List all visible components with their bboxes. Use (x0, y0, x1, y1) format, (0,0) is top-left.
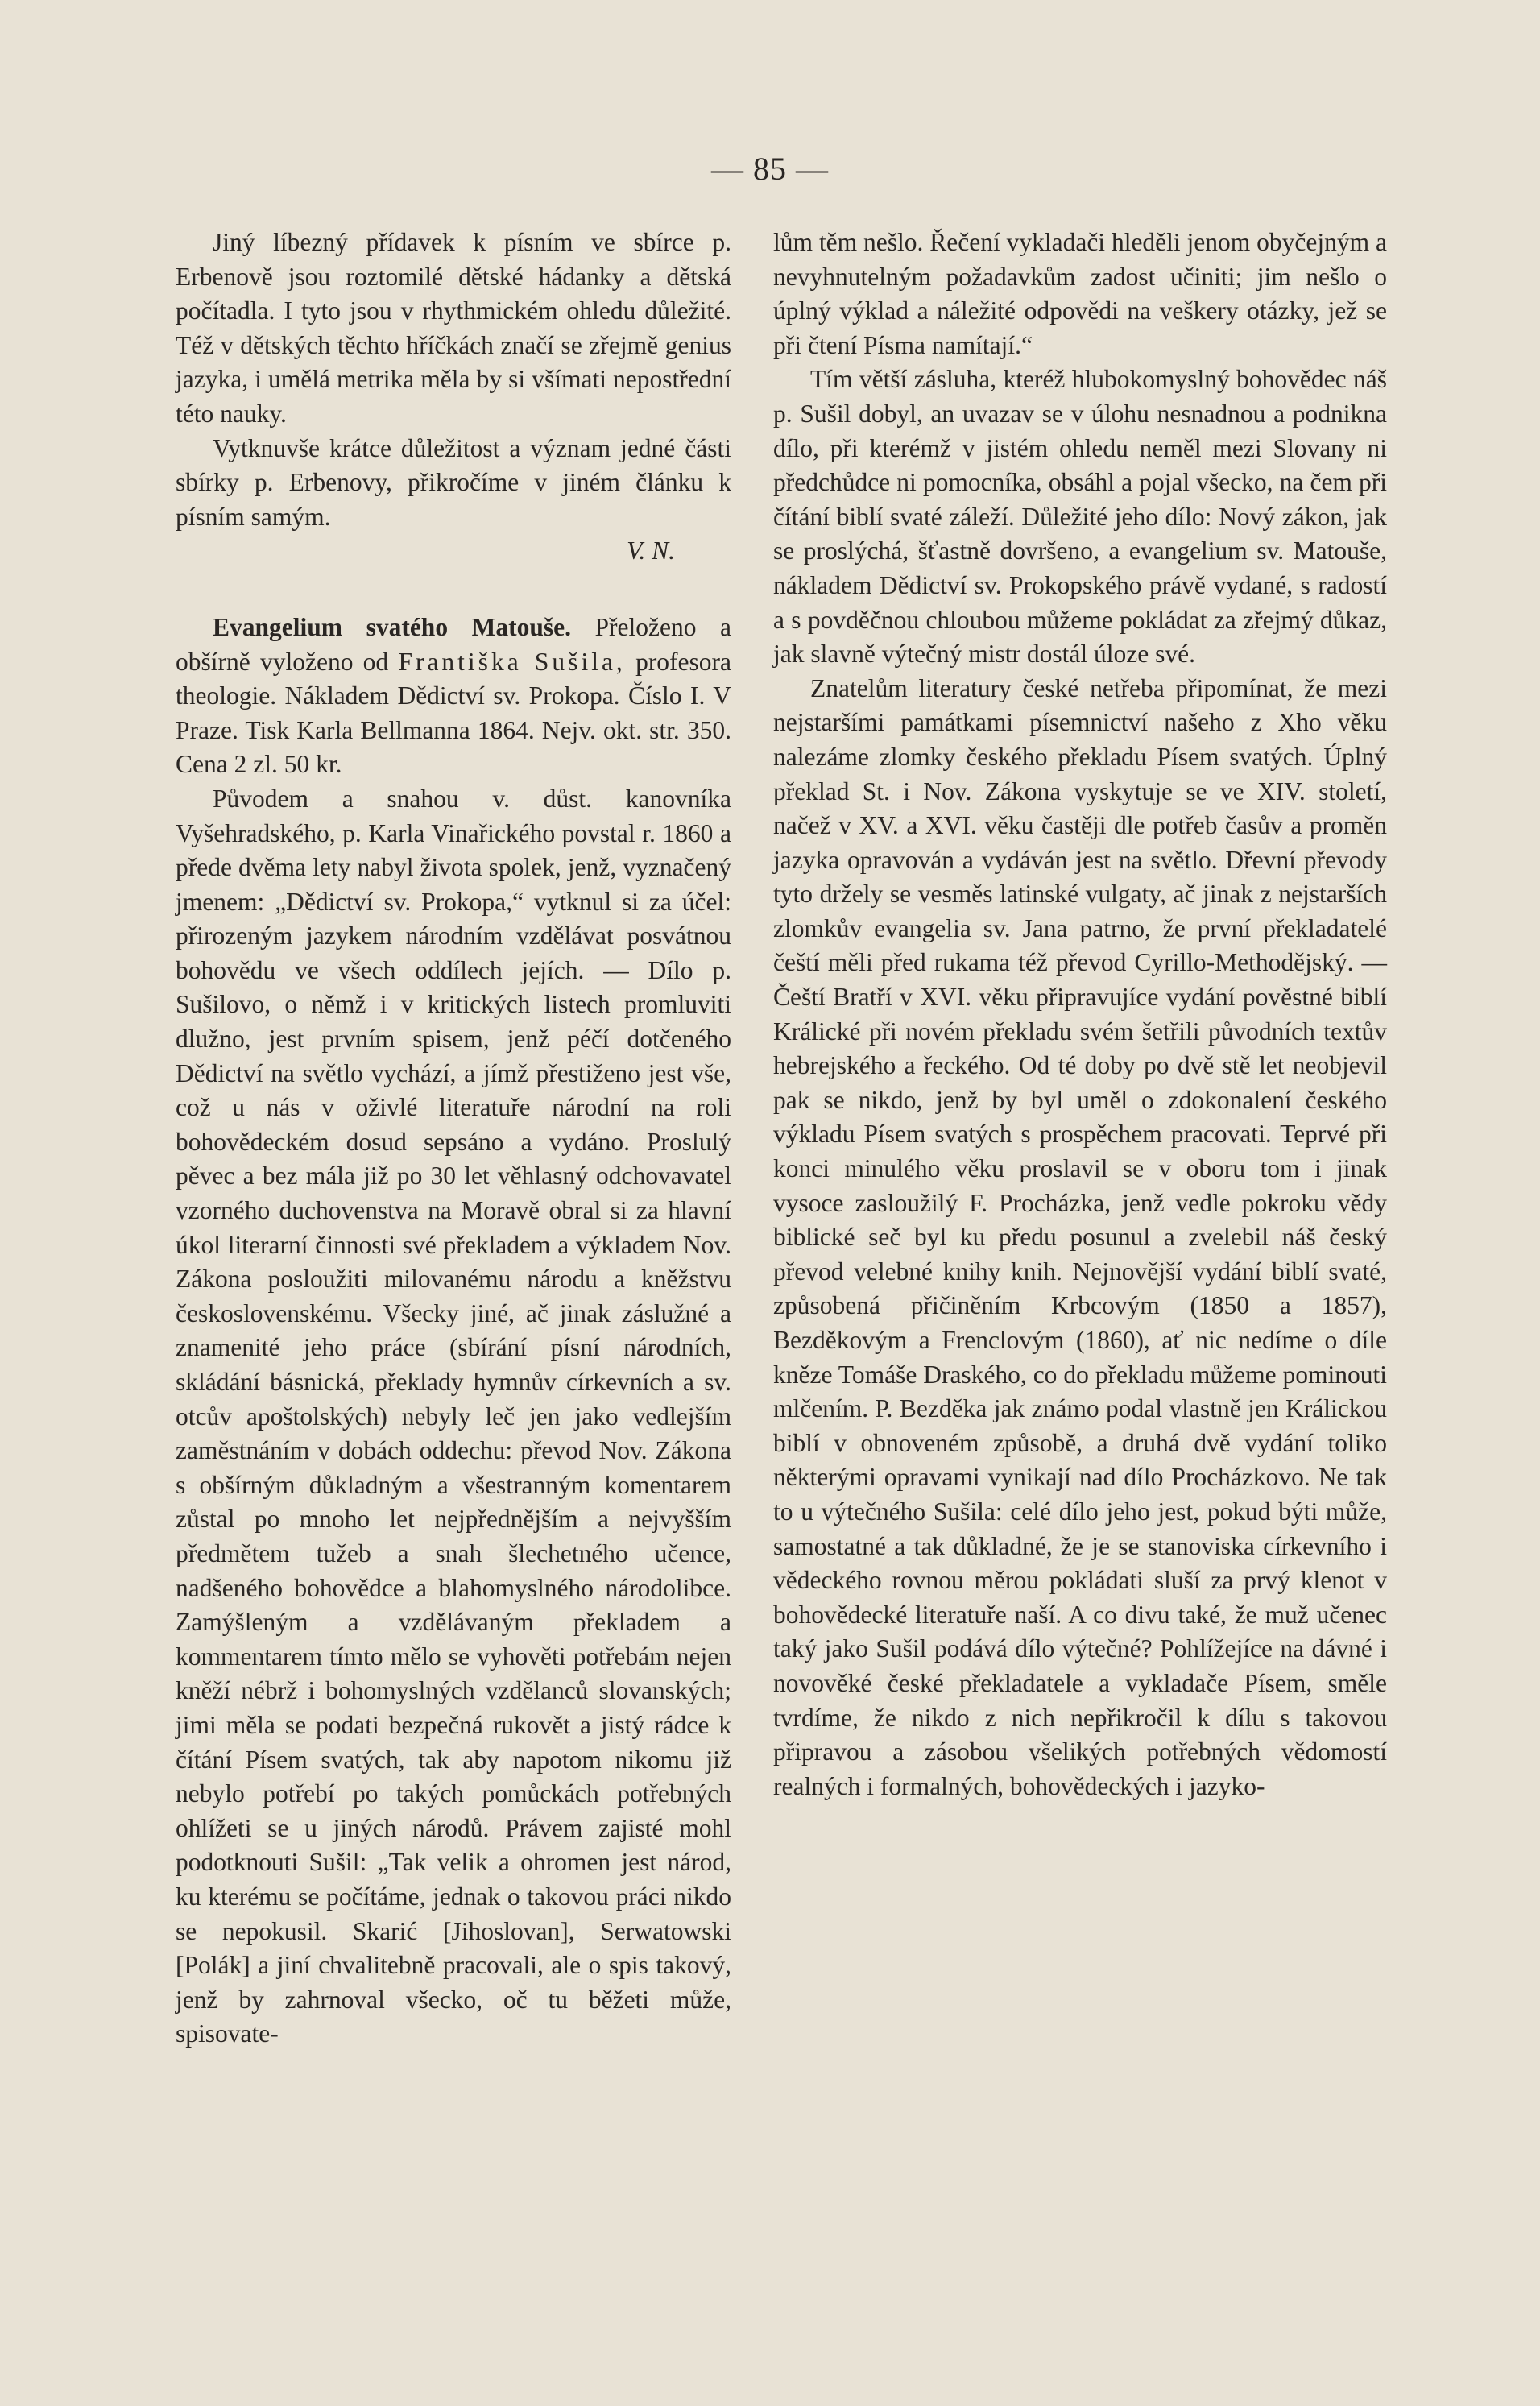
review-title: Evangelium svatého Matouše. (213, 612, 571, 641)
paragraph-continuation: lům těm nešlo. Řečení vykladači hleděli jenom obyčejným a nevyhnutelným požadavkům zadost učiniti; jim nešlo o úplný výklad a náležité odpovědi na veškery otázky, jež se při čtení Písma namítají.“ (773, 228, 1387, 359)
paragraph-closing-remark: Vytknuvše krátce důležitost a význam jedné části sbírky p. Erbenovy, přikročíme v jiném článku k písním samým. (176, 433, 731, 531)
paragraph-translation-history: Znatelům literatury české netřeba připomínat, že mezi nejstaršími památkami písemnictví našeho z Xho věku nalezáme zlomky českého překladu Písem svatých. Úplný překlad St. i Nov. Zákona vyskytuje se ve XIV. století, načež v XV. a XVI. věku častěji dle potřeb časův a proměn jazyka opravován a vydáván jest na světlo. Dřevní převody tyto držely se vesměs latinské vulgaty, ač jinak z nejstarších zlomkův evangelia sv. Jana patrno, že první překladatelé čeští měli před rukama též převod Cyrillo-Methodějský. — Čeští Bratří v XVI. věku připravujíce vydání pověstné biblí Králické při novém překladu svém šetřili původních textův hebrejského a řeckého. Od té doby po dvě stě let neobjevil pak se nikdo, jenž by byl uměl o zdokonalení českého výkladu Písem svatých s prospěchem pracovati. Teprvé při konci minulého věku proslavil se v oboru tom i jinak vysoce zasloužilý F. Procházka, jenž vedle pokroku vědy biblické seč byl ku předu posunul a zvelebil náš český převod velebné knihy knih. Nejnovější vydání biblí svaté, způsobená přičiněním Krbcovým (1850 a 1857), Bezděkovým a Frenclovým (1860), ať nic nedíme o díle kněze Tomáše Draského, co do překladu můžeme pominouti mlčením. P. Bezděka jak známo podal vlastně jen Králickou biblí v obnoveném způsobě, a druhá dvě vydání toliko některými opravami vynikají nad dílo Procházkovo. Ne tak to u výtečného Sušila: celé dílo jeho jest, pokud býti může, samostatné a tak důkladné, že je se stanoviska církevního i vědeckého rovnou měrou pokládati sluší za prvý klenot v bohovědecké literatuře naší. A co divu také, že muž učenec taký jako Sušil podává dílo výtečné? Pohlížejíce na dávné i novověké české překladatele a vykladače Písem, směle tvrdíme, že nikdo z nich nepřikročil k dílu s takovou připravou a zásobou všelikých potřebných vědomostí realných i formalných, bohovědeckých i jazyko- (773, 673, 1387, 1800)
paragraph-dedictvi-origin: Původem a snahou v. důst. kanovníka Vyšehradského, p. Karla Vinařického povstal r. 1860 a přede dvěma lety nabyl života spolek, jenž, vyznačený jmenem: „Dědictví sv. Prokopa,“ vytknul si za účel: přirozeným jazykem národním vzdělávat posvátnou bohovědu ve všech oddílech jejích. — Dílo p. Sušilovo, o němž i v kritických listech promluviti dlužno, jest prvním spisem, jenž péčí dotčeného Dědictví na světlo vychází, a jímž přestiženo jest vše, což u nás v oživlé literatuře národní na roli bohovědeckém dosud sepsáno a vydáno. Proslulý pěvec a bez mála již po 30 let věhlasný odchovavatel vzorného duchovenstva na Moravě obral si za hlavní úkol literarní činnosti své překladem a výkladem Nov. Zákona posloužiti milovanému národu a kněžstvu československému. Všecky jiné, ač jinak záslužné a znamenité jeho práce (sbírání písní národních, skládání básnická, překlady hymnův církevních a sv. otcův apoštolských) nebyly leč jen jako vedlejším zaměstnáním v dobách oddechu: převod Nov. Zákona s obšírným důkladným a všestranným komentarem zůstal po mnoho let nejpřednějším a nejvyšším předmětem tužeb a snah šlechetného učence, nadšeného bohovědce a blahomyslného národolibce. Zamýšleným a vzdělávaným překladem a kommentarem tímto mělo se vyhověti potřebám nejen kněží nébrž i bohomyslných vzdělanců slovanských; jimi měla se podati bezpečná rukovět a jistý rádce k čítání Písem svatých, tak aby napotom nikomu již nebylo potřebí po takých pomůckách potřebných ohlížeti se u jiných národů. Právem zajisté mohl podotknouti Sušil: „Tak velik a ohromen jest národ, ku kterému se počítáme, jednak o takovou práci nikdo se nepokusil. Skarić [Jihoslovan], Serwatowski [Polák] a jiní chvalitebně pracovali, ale o spis takový, jenž by zahrnoval všecko, oč tu běžeti může, spisovate- (176, 784, 731, 2048)
review-publication-details: profesora theologie. Nákladem Dědictví sv. Prokopa. Číslo I. V Praze. Tisk Karla Bellmanna 1864. Nejv. okt. str. 350. Cena 2 zl. 50 kr. (176, 647, 732, 779)
author-signature: V. N. (627, 536, 675, 565)
review-lead: Přeloženo a obšírně vyloženo od (176, 612, 731, 676)
review-heading (176, 611, 731, 782)
right-column (773, 226, 1387, 1803)
left-column (176, 226, 731, 2052)
page-number: — 85 — (711, 151, 829, 187)
paragraph-riddles: Jiný líbezný přídavek k písním ve sbírce p. Erbenově jsou roztomilé dětské hádanky a dětská počítadla. I tyto jsou v rhythmickém ohledu důležité. Též v dětských těchto hříčkách značí se zřejmě genius jazyka, i umělá metrika měla by si všímati nepostřední této nauky. (176, 228, 731, 428)
paragraph-merit: Tím větší zásluha, kteréž hlubokomyslný bohovědec náš p. Sušil dobyl, an uvazav se v úlohu nesnadnou a podnikna dílo, při kterémž v jistém ohledu neměl mezi Slovany ni předchůdce ni pomocníka, obsáhl a pojal všecko, na čem při čítání biblí svaté záleží. Důležité jeho dílo: Nový zákon, jak se proslýchá, šťastně dovršeno, a evangelium sv. Matouše, nákladem Dědictví sv. Prokopského právě vydané, s radostí a s povděčnou chloubou můžeme pokládat za zřejmý důkaz, jak slavně výtečný mistr dostál úloze své. (773, 365, 1387, 669)
review-author: Františka Sušila, (398, 647, 626, 676)
